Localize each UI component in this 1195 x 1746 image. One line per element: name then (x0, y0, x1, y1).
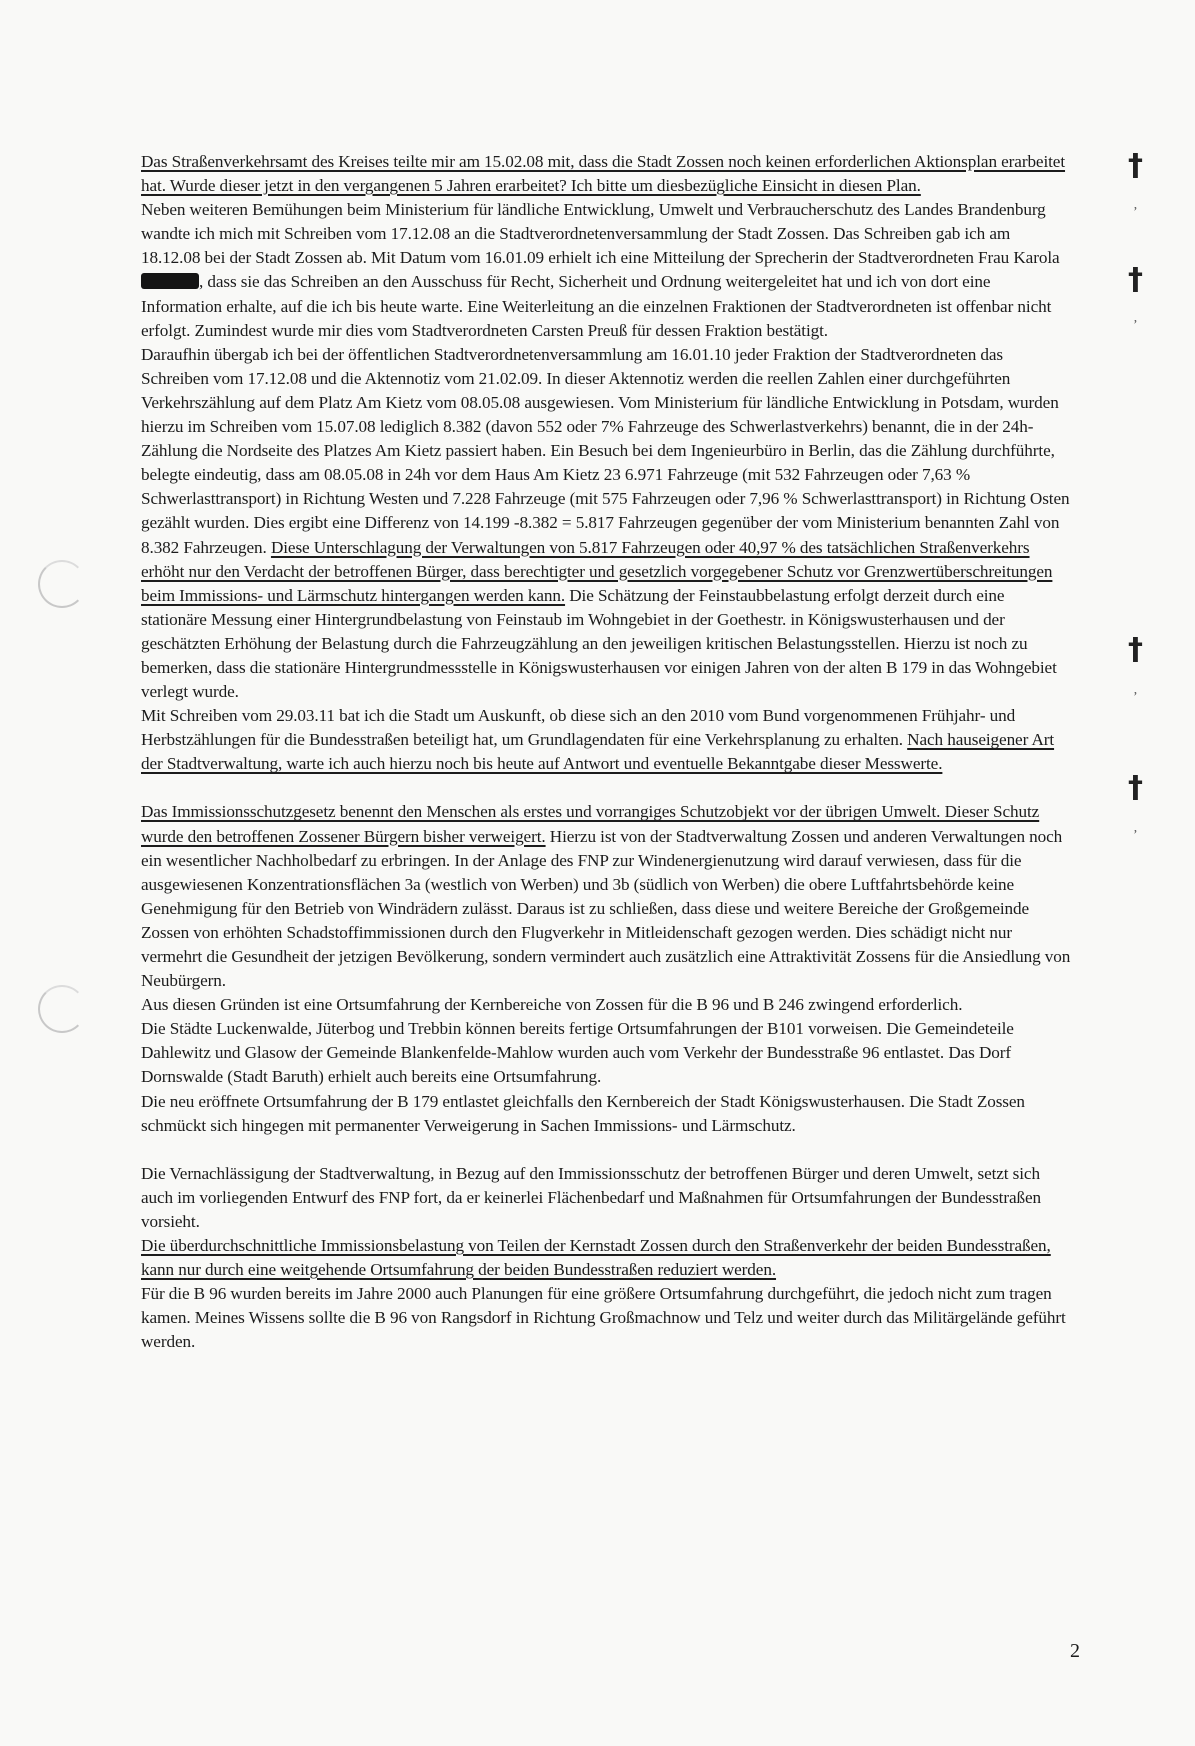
text-segment: Die Vernachlässigung der Stadtverwaltung, in Bezug auf den Immissionsschutz der betroffenen Bürger und deren Umwelt, setzt sich auch im vorliegenden Entwurf des FNP fort, da er keinerlei Flächenbedarf und Maßnahmen für Ortsumfahrungen der Bundesstraßen vorsieht. (141, 1163, 1042, 1231)
paragraph (141, 1234, 1071, 1282)
text-segment: Aus diesen Gründen ist eine Ortsumfahrung der Kernbereiche von Zossen für die B 96 und B 246 zwingend erforderlich. (141, 995, 963, 1015)
underlined-text: Die überdurchschnittliche Immissionsbelastung von Teilen der Kernstadt Zossen durch den Straßenverkehr der beiden Bundesstraßen, kann nur durch eine weitgehende Ortsumfahrung der beiden Bundesstraßen reduziert werden. (141, 1236, 1051, 1280)
paragraph (141, 343, 1071, 704)
text-segment: Mit Schreiben vom 29.03.11 bat ich die Stadt um Auskunft, ob diese sich an den 2010 vom Bund vorgenommenen Frühjahr- und Herbstzählungen für die Bundesstraßen beteiligt hat, um Grundlagendaten für eine Verkehrsplanung zu erhalten. (141, 706, 1016, 750)
text-segment: Die Schätzung der Feinstaubbelastung erfolgt derzeit durch eine stationäre Messung einer Hintergrundbelastung von Feinstaub im Wohngebiet in der Goethestr. in Königswusterhausen und der geschätzten Erhöhung der Belastung durch die Fahrzeugzählung an den jeweiligen kritischen Belastungsstellen. Hierzu ist noch zu bemerken, dass die stationäre Hintergrundmessstelle in Königswusterhausen vor einigen Jahren von der alten B 179 in das Wohngebiet verlegt wurde. (141, 585, 1057, 702)
paragraph (141, 198, 1071, 343)
text-segment: Hierzu ist von der Stadtverwaltung Zossen und anderen Verwaltungen noch ein wesentlicher Nachholbedarf zu erbringen. In der Anlage des FNP zur Windenergienutzung wird darauf verwiesen, dass für die ausgewiesenen Konzentrationsflächen 3a (westlich von Werben) und 3b (südlich von Werben) die obere Luftfahrtsbehörde keine Genehmigung für den Betrieb von Windrädern zulässt. Daraus ist zu schließen, dass diese und weitere Bereiche der Großgemeinde Zossen von erhöhten Schadstoffimmissionen durch den Flugverkehr in Mitleidenschaft gezogen werden. Dies schädigt nicht nur vermehrt die Gesundheit der jetzigen Bevölkerung, sondern vermindert auch zusätzlich eine Attraktivität Zossens für die Ansiedlung von Neubürgern. (141, 826, 1071, 991)
margin-tick: ’ (1133, 690, 1138, 705)
page-number: 2 (1070, 1640, 1080, 1662)
underlined-text: Nach hauseigener Art der Stadtverwaltung, warte ich auch hierzu noch bis heute auf Antwort und eventuelle Bekanntgabe dieser Messwerte. (141, 730, 1055, 774)
paragraph (141, 1090, 1071, 1138)
underlined-text: Das Straßenverkehrsamt des Kreises teilte mir am 15.02.08 mit, dass die Stadt Zossen noch keinen erforderlichen Aktionsplan erarbeitet hat. Wurde dieser jetzt in den vergangenen 5 Jahren erarbeitet? Ich bitte um diesbezügliche Einsicht in diesen Plan. (141, 152, 1066, 196)
margin-tick: ’ (1133, 318, 1138, 333)
margin-check-mark: † (1128, 148, 1143, 183)
text-segment: Für die B 96 wurden bereits im Jahre 2000 auch Planungen für eine größere Ortsumfahrung durchgeführt, die jedoch nicht zum tragen kamen. Meines Wissens sollte die B 96 von Rangsdorf in Richtung Großmachnow und Telz und weiter durch das Militärgelände geführt werden. (141, 1284, 1066, 1352)
paragraph (141, 1017, 1071, 1089)
margin-check-mark: † (1128, 262, 1143, 297)
margin-check-mark: † (1128, 632, 1143, 667)
punch-hole-mark (38, 985, 86, 1033)
paragraph (141, 704, 1071, 776)
paragraph (141, 1162, 1071, 1234)
margin-tick: ’ (1133, 828, 1138, 843)
margin-check-mark: † (1128, 770, 1143, 805)
redaction-mark (141, 273, 199, 289)
underlined-text: Diese Unterschlagung der Verwaltungen von 5.817 Fahrzeugen oder 40,97 % des tatsächlichen Straßenverkehrs erhöht nur den Verdacht der betroffenen Bürger, dass berechtigter und gesetzlich vorgegebener Schutz vor Grenzwertüberschreitungen beim Immissions- und Lärmschutz hintergangen werden kann. (141, 537, 1053, 605)
punch-hole-mark (38, 560, 86, 608)
margin-tick: ’ (1133, 205, 1138, 220)
document-body (141, 150, 1071, 1355)
paragraph (141, 993, 1071, 1017)
paragraph (141, 800, 1071, 993)
paragraph-gap (141, 1138, 1071, 1162)
underlined-text: Das Immissionsschutzgesetz benennt den Menschen als erstes und vorrangiges Schutzobjekt vor der übrigen Umwelt. Dieser Schutz wurde den betroffenen Zossener Bürgern bisher verweigert. (141, 802, 1040, 846)
text-segment: Daraufhin übergab ich bei der öffentlichen Stadtverordnetenversammlung am 16.01.10 jeder Fraktion der Stadtverordneten das Schreiben vom 17.12.08 und die Aktennotiz vom 21.02.09. In dieser Aktennotiz werden die reellen Zahlen einer durchgeführten Verkehrszählung auf dem Platz Am Kietz vom 08.05.08 ausgewiesen. Vom Ministerium für ländliche Entwicklung in Potsdam, wurden hierzu im Schreiben vom 15.07.08 lediglich 8.382 (davon 552 oder 7% Fahrzeuge des Schwerlastverkehrs) benannt, die in der 24h-Zählung die Nordseite des Platzes Am Kietz passiert haben. Ein Besuch bei dem Ingenieurbüro in Berlin, das die Zählung durchführte, belegte eindeutig, dass am 08.05.08 in 24h vor dem Haus Am Kietz 23 6.971 Fahrzeuge (mit 532 Fahrzeugen oder 7,63 % Schwerlasttransport) in Richtung Westen und 7.228 Fahrzeuge (mit 575 Fahrzeugen oder 7,96 % Schwerlasttransport) in Richtung Osten gezählt wurden. Dies ergibt eine Differenz von 14.199 -8.382 = 5.817 Fahrzeugen gegenüber der vom Ministerium benannten Zahl von 8.382 Fahrzeugen. (141, 344, 1070, 557)
paragraph (141, 150, 1071, 198)
text-segment: Neben weiteren Bemühungen beim Ministerium für ländliche Entwicklung, Umwelt und Verbraucherschutz des Landes Brandenburg wandte ich mich mit Schreiben vom 17.12.08 an die Stadtverordnetenversammlung der Stadt Zossen. Das Schreiben gab ich am 18.12.08 bei der Stadt Zossen ab. Mit Datum vom 16.01.09 erhielt ich eine Mitteilung der Sprecherin der Stadtverordneten Frau Karola (141, 200, 1060, 268)
text-segment: , dass sie das Schreiben an den Ausschuss für Recht, Sicherheit und Ordnung weitergeleitet hat und ich von dort eine Information erhalte, auf die ich bis heute warte. Eine Weiterleitung an die einzelnen Fraktionen der Stadtverordneten ist offenbar nicht erfolgt. Zumindest wurde mir dies vom Stadtverordneten Carsten Preuß für dessen Fraktion bestätigt. (141, 272, 1052, 340)
text-segment: Die neu eröffnete Ortsumfahrung der B 179 entlastet gleichfalls den Kernbereich der Stadt Königswusterhausen. Die Stadt Zossen schmückt sich hingegen mit permanenter Verweigerung in Sachen Immissions- und Lärmschutz. (141, 1091, 1025, 1135)
paragraph (141, 1282, 1071, 1354)
text-segment: Die Städte Luckenwalde, Jüterbog und Trebbin können bereits fertige Ortsumfahrungen der B101 vorweisen. Die Gemeindeteile Dahlewitz und Glasow der Gemeinde Blankenfelde-Mahlow wurden auch vom Verkehr der Bundesstraße 96 entlastet. Das Dorf Dornswalde (Stadt Baruth) erhielt auch bereits eine Ortsumfahrung. (141, 1019, 1014, 1087)
paragraph-gap (141, 776, 1071, 800)
